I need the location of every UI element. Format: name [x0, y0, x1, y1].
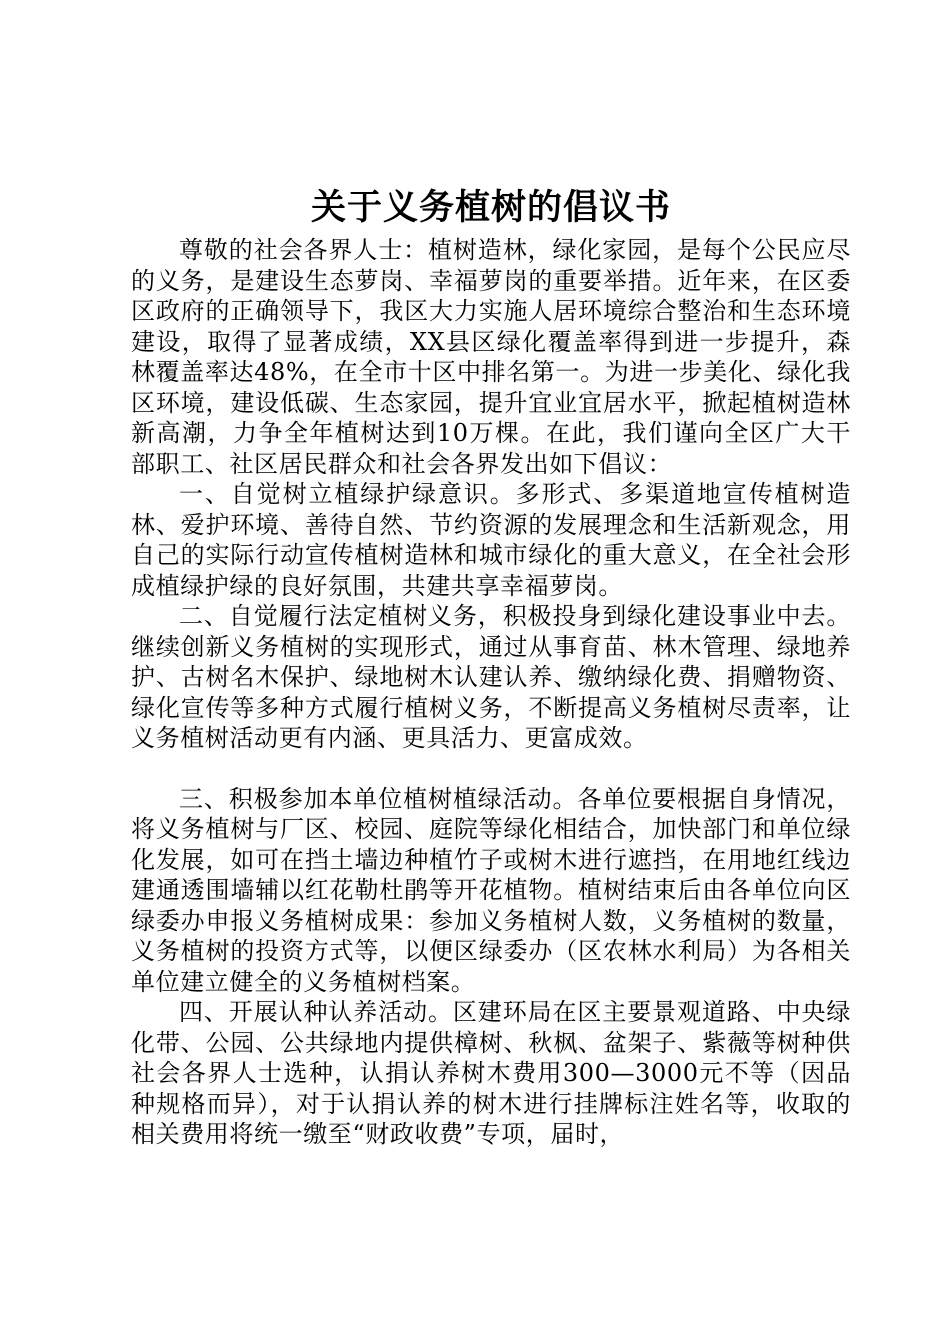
- document-page: [131, 184, 851, 1150]
- paragraph-item-2: 二、自觉履行法定植树义务，积极投身到绿化建设事业中去。继续创新义务植树的实现形式，通过从事育苗、林木管理、绿地养护、古树名木保护、绿地树木认建认养、缴纳绿化费、捐赠物资、绿化宣传等多种方式履行植树义务，不断提高义务植树尽责率，让义务植树活动更有内涵、更具活力、更富成效。: [131, 602, 851, 752]
- paragraph-item-1: 一、自觉树立植绿护绿意识。多形式、多渠道地宣传植树造林、爱护环境、善待自然、节约资源的发展理念和生活新观念，用自己的实际行动宣传植树造林和城市绿化的重大意义，在全社会形成植绿护绿的良好氛围，共建共享幸福萝岗。: [131, 480, 851, 600]
- paragraph-item-4: 四、开展认种认养活动。区建环局在区主要景观道路、中央绿化带、公园、公共绿地内提供樟树、秋枫、盆架子、紫薇等树种供社会各界人士选种，认捐认养树木费用300—3000元不等（因品种规格而异），对于认捐认养的树木进行挂牌标注姓名等，收取的相关费用将统一缴至“财政收费”专项，届时，: [131, 998, 851, 1148]
- paragraph-item-3: 三、积极参加本单位植树植绿活动。各单位要根据自身情况，将义务植树与厂区、校园、庭院等绿化相结合，加快部门和单位绿化发展，如可在挡土墙边种植竹子或树木进行遮挡，在用地红线边建通透围墙辅以红花勒杜鹃等开花植物。植树结束后由各单位向区绿委办申报义务植树成果：参加义务植树人数，义务植树的数量，义务植树的投资方式等，以便区绿委办（区农林水利局）为各相关单位建立健全的义务植树档案。: [131, 784, 851, 996]
- paragraph-intro: 尊敬的社会各界人士：植树造林，绿化家园，是每个公民应尽的义务，是建设生态萝岗、幸福萝岗的重要举措。近年来，在区委区政府的正确领导下，我区大力实施人居环境综合整治和生态环境建设，取得了显著成绩，XX县区绿化覆盖率得到进一步提升，森林覆盖率达48%，在全市十区中排名第一。为进一步美化、绿化我区环境，建设低碳、生态家园，提升宜业宜居水平，掀起植树造林新高潮，力争全年植树达到10万棵。在此，我们谨向全区广大干部职工、社区居民群众和社会各界发出如下倡议：: [131, 236, 851, 478]
- document-title: 关于义务植树的倡议书: [310, 188, 671, 228]
